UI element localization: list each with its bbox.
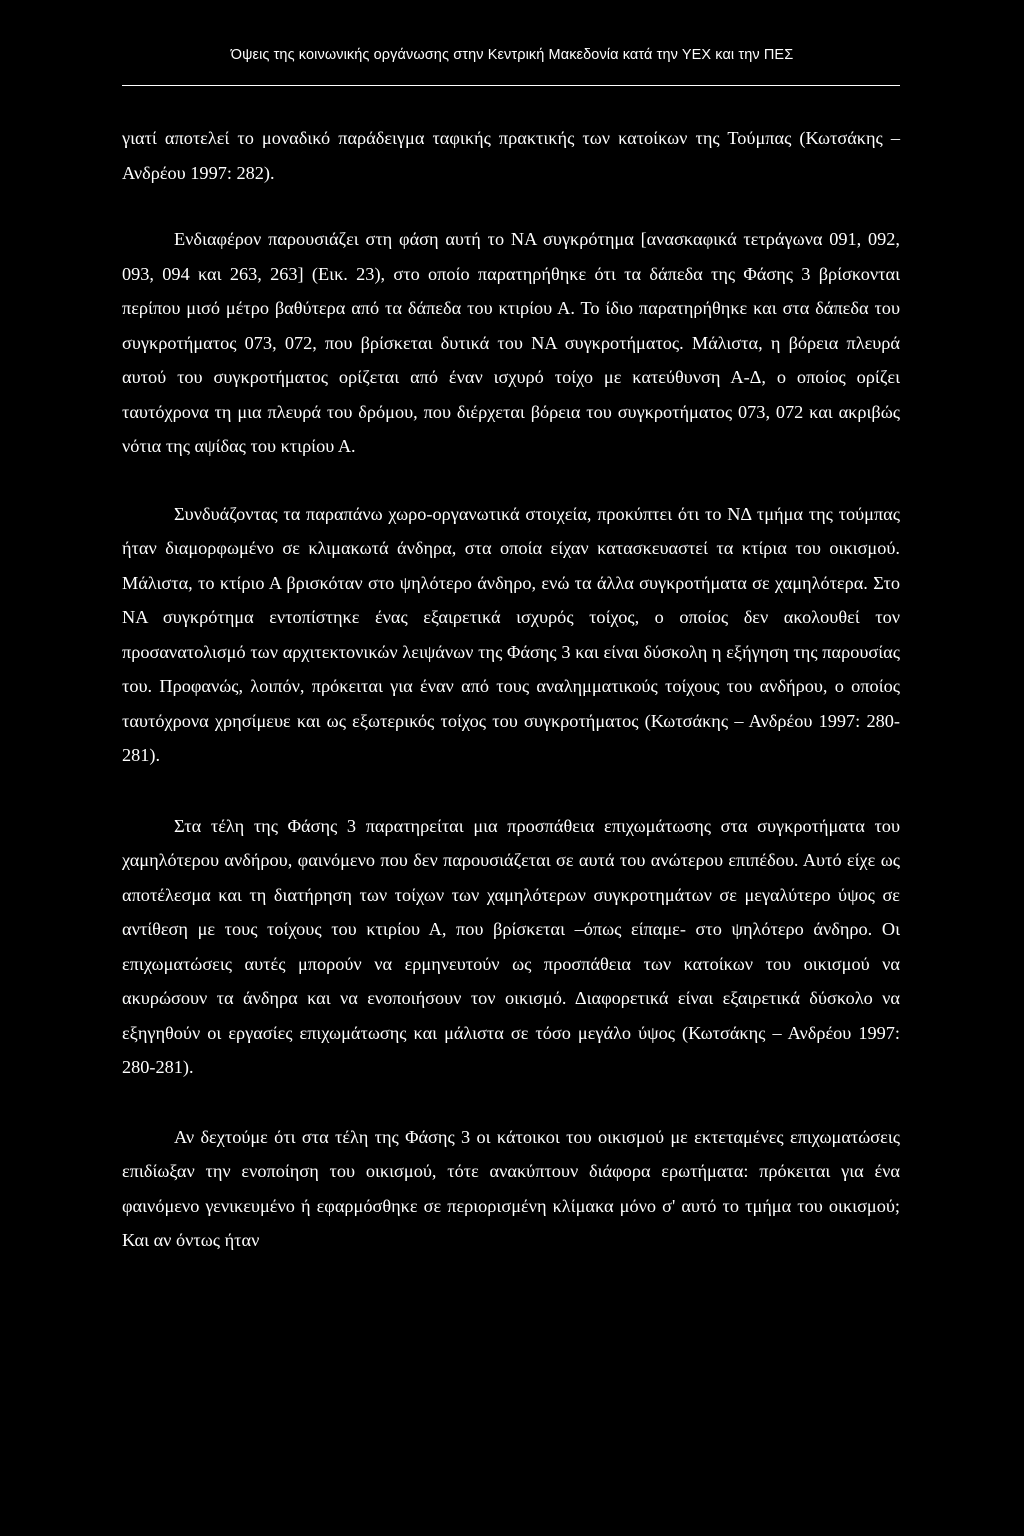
running-header: Όψεις της κοινωνικής οργάνωσης στην Κεντρική Μακεδονία κατά την ΥΕΧ και την ΠΕΣ — [230, 47, 794, 63]
paragraph-se-complex: Ενδιαφέρον παρουσιάζει στη φάση αυτή το ΝΑ συγκρότημα [ανασκαφικά τετράγωνα 091, 092, 093, 094 και 263, 263] (Εικ. 23), στο οποίο παρατηρήθηκε ότι τα δάπεδα της Φάσης 3 βρίσκονται περίπου μισό μέτρο βαθύτερα από τα δάπεδα του κτιρίου Α. Το ίδιο παρατηρήθηκε και στα δάπεδα του συγκροτήματος 073, 072, που βρίσκεται δυτικά του ΝΑ συγκροτήματος. Μάλιστα, η βόρεια πλευρά αυτού του συγκροτήματος ορίζεται από έναν ισχυρό τοίχο με κατεύθυνση Α-Δ, ο οποίος ορίζει ταυτόχρονα τη μια πλευρά του δρόμου, που διέρχεται βόρεια του συγκροτήματος 073, 072 και ακριβώς νότια της αψίδας του κτιρίου Α. — [122, 229, 900, 456]
header-rule — [122, 85, 900, 86]
page-body — [122, 121, 900, 1258]
paragraph-continuation: γιατί αποτελεί το μοναδικό παράδειγμα ταφικής πρακτικής των κατοίκων της Τούμπας (Κωτσάκης – Ανδρέου 1997: 282). — [122, 128, 900, 183]
paragraph-filling: Στα τέλη της Φάσης 3 παρατηρείται μια προσπάθεια επιχωμάτωσης στα συγκροτήματα του χαμηλότερου ανδήρου, φαινόμενο που δεν παρουσιάζεται σε αυτά του ανώτερου επιπέδου. Αυτό είχε ως αποτέλεσμα και τη διατήρηση των τοίχων των χαμηλότερων συγκροτημάτων σε μεγαλύτερο ύψος σε αντίθεση με τους τοίχους του κτιρίου Α, που βρίσκεται –όπως είπαμε- στο ψηλότερο άνδηρο. Οι επιχωματώσεις αυτές μπορούν να ερμηνευτούν ως προσπάθεια των κατοίκων του οικισμού να ακυρώσουν τα άνδηρα και να ενοποιήσουν τον οικισμό. Διαφορετικά είναι εξαιρετικά δύσκολο να εξηγηθούν οι εργασίες επιχωμάτωσης και μάλιστα σε τόσο μεγάλο ύψος (Κωτσάκης – Ανδρέου 1997: 280-281). — [122, 815, 900, 1077]
paragraph-terraces: Συνδυάζοντας τα παραπάνω χωρο-οργανωτικά στοιχεία, προκύπτει ότι το ΝΔ τμήμα της τούμπας ήταν διαμορφωμένο σε κλιμακωτά άνδηρα, στα οποία είχαν κατασκευαστεί τα κτίρια του οικισμού. Μάλιστα, το κτίριο Α βρισκόταν στο ψηλότερο άνδηρο, ενώ τα άλλα συγκροτήματα σε χαμηλότερα. Στο ΝΑ συγκρότημα εντοπίστηκε ένας εξαιρετικά ισχυρός τοίχος, ο οποίος δεν ακολουθεί τον προσανατολισμό των αρχιτεκτονικών λειψάνων της Φάσης 3 και είναι δύσκολη η εξήγηση της παρουσίας του. Προφανώς, λοιπόν, πρόκειται για έναν από τους αναλημματικούς τοίχους του ανδήρου, ο οποίος ταυτόχρονα χρησίμευε και ως εξωτερικός τοίχος του συγκροτήματος (Κωτσάκης – Ανδρέου 1997: 280-281). — [122, 503, 900, 765]
paragraph-questions: Αν δεχτούμε ότι στα τέλη της Φάσης 3 οι κάτοικοι του οικισμού με εκτεταμένες επιχωματώσεις επιδίωξαν την ενοποίηση του οικισμού, τότε ανακύπτουν διάφορα ερωτήματα: πρόκειται για ένα φαινόμενο γενικευμένο ή εφαρμόσθηκε σε περιορισμένη κλίμακα μόνο σ' αυτό το τμήμα του οικισμού; Και αν όντως ήταν — [122, 1126, 900, 1250]
